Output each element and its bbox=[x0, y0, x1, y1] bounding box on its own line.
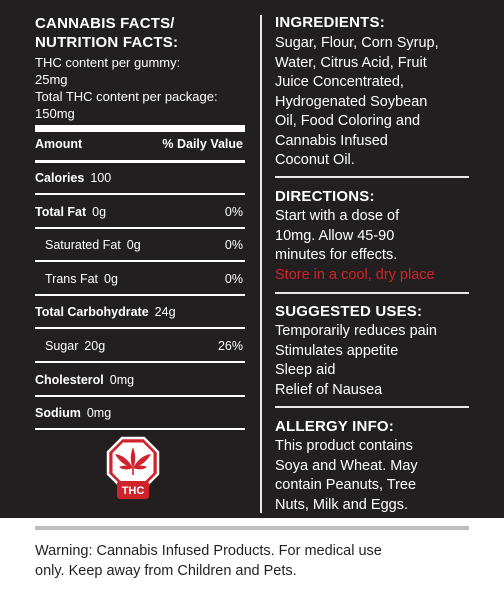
facts-row-sodium bbox=[35, 403, 245, 423]
thc-per-gummy-label: THC content per gummy: bbox=[35, 55, 181, 70]
facts-row-divider bbox=[35, 294, 245, 296]
thc-per-gummy-value: 25mg bbox=[35, 72, 68, 87]
warning-line: Warning: Cannabis Infused Products. For medical use bbox=[35, 543, 382, 559]
allergy-title: ALLERGY INFO: bbox=[275, 418, 394, 435]
thc-per-package-value: 150mg bbox=[35, 106, 75, 121]
directions-line: minutes for effects. bbox=[275, 247, 398, 263]
section-divider bbox=[275, 292, 469, 294]
facts-header-divider bbox=[35, 160, 245, 163]
facts-row-divider bbox=[35, 395, 245, 397]
warning-line: only. Keep away from Children and Pets. bbox=[35, 562, 297, 579]
row-label: Calories bbox=[35, 171, 85, 185]
facts-title-line2: NUTRITION FACTS: bbox=[35, 34, 179, 51]
facts-title bbox=[35, 14, 255, 52]
storage-instructions: Store in a cool, dry place bbox=[275, 266, 435, 283]
row-amount: 0g bbox=[104, 272, 118, 286]
facts-header-row bbox=[35, 134, 245, 154]
facts-row-trans-fat bbox=[45, 269, 245, 289]
row-label: Sodium bbox=[35, 406, 81, 420]
row-label: Cholesterol bbox=[35, 373, 104, 387]
facts-row-sugar bbox=[45, 336, 245, 356]
row-pct: 0% bbox=[224, 205, 243, 219]
facts-row-total-fat bbox=[35, 202, 245, 222]
facts-row-calories bbox=[35, 168, 245, 188]
suggested-use-item: Temporarily reduces pain bbox=[275, 323, 437, 339]
allergy-line: This product contains bbox=[275, 438, 413, 454]
section-divider bbox=[275, 176, 469, 178]
row-amount: 100 bbox=[90, 171, 112, 185]
column-divider bbox=[260, 15, 262, 513]
row-label: Total Fat bbox=[35, 205, 87, 219]
ingredients-line: Cannabis Infused bbox=[275, 132, 388, 149]
row-pct: 26% bbox=[217, 339, 243, 353]
facts-row-total-carbohydrate bbox=[35, 302, 245, 322]
warning-text bbox=[35, 542, 475, 581]
directions-line: 10mg. Allow 45-90 bbox=[275, 227, 395, 244]
row-pct: 0% bbox=[224, 272, 243, 286]
row-label: Trans Fat bbox=[45, 272, 99, 286]
header-amount: Amount bbox=[35, 137, 83, 151]
facts-row-divider bbox=[35, 428, 245, 430]
allergy-line: Soya and Wheat. May bbox=[275, 457, 418, 474]
suggested-use-item: Relief of Nausea bbox=[275, 381, 383, 398]
footer-divider bbox=[35, 526, 469, 530]
facts-row-divider bbox=[35, 361, 245, 363]
row-amount: 20g bbox=[84, 339, 106, 353]
facts-row-saturated-fat bbox=[45, 235, 245, 255]
row-amount: 0g bbox=[92, 205, 107, 219]
suggested-uses-title: SUGGESTED USES: bbox=[275, 303, 423, 320]
ingredients-line: Hydrogenated Soybean bbox=[275, 93, 428, 110]
allergy-line: Nuts, Milk and Eggs. bbox=[275, 496, 408, 513]
facts-row-divider bbox=[35, 193, 245, 195]
directions-title: DIRECTIONS: bbox=[275, 188, 375, 205]
facts-row-divider bbox=[35, 227, 245, 229]
directions-body bbox=[275, 207, 497, 285]
section-divider bbox=[275, 406, 469, 408]
row-amount: 0mg bbox=[86, 406, 112, 420]
allergy-line: contain Peanuts, Tree bbox=[275, 477, 417, 493]
ingredients-body bbox=[275, 34, 497, 171]
facts-row-cholesterol bbox=[35, 370, 245, 390]
header-daily-value: % Daily Value bbox=[162, 137, 243, 151]
ingredients-line: Coconut Oil. bbox=[275, 152, 355, 168]
suggested-use-item: Sleep aid bbox=[275, 362, 336, 378]
thc-warning-symbol-icon bbox=[106, 436, 160, 508]
row-pct: 0% bbox=[224, 238, 243, 252]
ingredients-title: INGREDIENTS: bbox=[275, 14, 385, 31]
directions-line: Start with a dose of bbox=[275, 208, 400, 224]
thc-logo-text: THC bbox=[121, 485, 145, 497]
facts-thick-divider bbox=[35, 125, 245, 132]
suggested-uses-body bbox=[275, 322, 497, 400]
row-label: Total Carbohydrate bbox=[35, 305, 149, 319]
ingredients-line: Water, Citrus Acid, Fruit bbox=[275, 54, 427, 71]
row-label: Saturated Fat bbox=[45, 238, 121, 252]
ingredients-line: Juice Concentrated, bbox=[275, 74, 404, 90]
facts-row-divider bbox=[35, 327, 245, 329]
row-amount: 24g bbox=[154, 305, 176, 319]
ingredients-line: Sugar, Flour, Corn Syrup, bbox=[275, 35, 439, 51]
ingredients-line: Oil, Food Coloring and bbox=[275, 113, 421, 129]
row-label: Sugar bbox=[45, 339, 79, 353]
row-amount: 0mg bbox=[109, 373, 135, 387]
row-amount: 0g bbox=[126, 238, 141, 252]
thc-per-package-label: Total THC content per package: bbox=[35, 89, 218, 104]
suggested-use-item: Stimulates appetite bbox=[275, 342, 399, 359]
facts-row-divider bbox=[35, 260, 245, 262]
allergy-body bbox=[275, 437, 497, 515]
facts-title-line1: CANNABIS FACTS/ bbox=[35, 15, 175, 32]
